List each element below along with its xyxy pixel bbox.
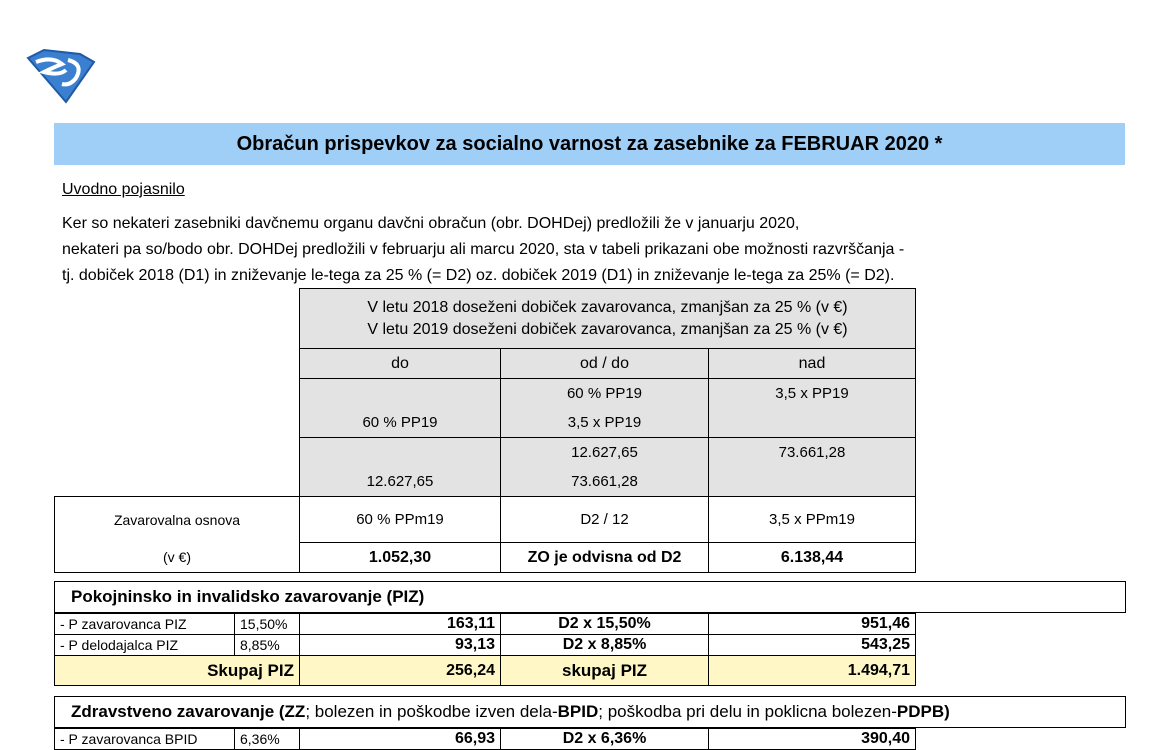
insurance-base-do-value: 1.052,30	[300, 543, 501, 573]
zz-heading-part: ; bolezen in poškodbe izven dela-	[305, 702, 558, 721]
piz-row-label: - P delodajalca PIZ	[55, 635, 235, 656]
zz-row-do: 66,93	[300, 729, 501, 750]
pp-od-do-1: 60 % PP19	[566, 385, 643, 402]
col-od-do: od / do	[501, 349, 709, 379]
piz-row-formula: D2 x 15,50%	[501, 614, 709, 635]
value-nad: 73.661,28	[709, 438, 916, 497]
insurance-base-od-do-value: ZO je odvisna od D2	[501, 543, 709, 573]
insurance-base-od-do: D2 / 12	[501, 497, 709, 543]
intro-line-1: Ker so nekateri zasebniki davčnemu organu davčni obračun (obr. DOHDej) predložili že v januarju 2020,	[62, 215, 800, 232]
zz-row-rate: 6,36%	[235, 729, 300, 750]
profit-bracket-table	[54, 288, 916, 573]
piz-row-label: - P zavarovanca PIZ	[55, 614, 235, 635]
insurance-base-do: 60 % PPm19	[300, 497, 501, 543]
intro-heading: Uvodno pojasnilo	[62, 181, 185, 198]
piz-row-rate: 8,85%	[235, 635, 300, 656]
zz-row-nad: 390,40	[709, 729, 916, 750]
intro-line-2: nekateri pa so/bodo obr. DOHDej predložili v februarju ali marcu 2020, sta v tabeli prikazani obe možnosti razvrščanja -	[62, 241, 905, 258]
zz-heading-part: ; poškodba pri delu in poklicna bolezen-	[598, 702, 897, 721]
col-do: do	[300, 349, 501, 379]
insurance-base-nad: 3,5 x PPm19	[709, 497, 916, 543]
header-2018: V letu 2018 doseženi dobiček zavarovanca, zmanjšan za 25 % (v €)	[367, 298, 848, 316]
zz-heading-part: )	[944, 702, 950, 721]
page-title: Obračun prispevkov za socialno varnost za zasebnike za FEBRUAR 2020 *	[54, 123, 1125, 165]
zz-heading-part: PDPB	[896, 702, 945, 721]
zz-heading	[54, 696, 1126, 728]
piz-row-rate: 15,50%	[235, 614, 300, 635]
zz-heading-part: BPID	[557, 702, 599, 721]
value-od-do-2: 73.661,28	[571, 473, 638, 490]
table-row	[55, 729, 916, 750]
zz-row-formula: D2 x 6,36%	[501, 729, 709, 750]
pp-do: 60 % PP19	[300, 379, 501, 438]
zz-heading-part: ZZ	[284, 702, 306, 721]
pp-nad: 3,5 x PP19	[709, 379, 916, 438]
insurance-base-nad-value: 6.138,44	[709, 543, 916, 573]
piz-row-do: 93,13	[300, 635, 501, 656]
piz-heading: Pokojninsko in invalidsko zavarovanje (PIZ)	[54, 581, 1126, 613]
pp-od-do-2: 3,5 x PP19	[567, 414, 642, 431]
piz-total-row	[55, 656, 916, 686]
zz-heading-part: Zdravstveno zavarovanje (	[71, 702, 285, 721]
sd-logo-icon	[22, 48, 96, 104]
value-do: 12.627,65	[300, 438, 501, 497]
col-nad: nad	[709, 349, 916, 379]
zz-row-label: - P zavarovanca BPID	[55, 729, 235, 750]
piz-total-formula: skupaj PIZ	[501, 656, 709, 686]
piz-row-do: 163,11	[300, 614, 501, 635]
piz-row-nad: 543,25	[709, 635, 916, 656]
header-2019: V letu 2019 doseženi dobiček zavarovanca, zmanjšan za 25 % (v €)	[367, 320, 848, 338]
table-row	[55, 614, 916, 635]
piz-row-nad: 951,46	[709, 614, 916, 635]
piz-row-formula: D2 x 8,85%	[501, 635, 709, 656]
zz-table	[54, 728, 916, 750]
piz-table	[54, 613, 916, 686]
table-row	[55, 635, 916, 656]
value-od-do-1: 12.627,65	[571, 444, 638, 461]
insurance-base-unit: (v €)	[55, 543, 300, 573]
intro-line-3: tj. dobiček 2018 (D1) in zniževanje le-tega za 25 % (= D2) oz. dobiček 2019 (D1) in zniževanje le-tega za 25% (= D2).	[62, 267, 895, 284]
piz-total-do: 256,24	[300, 656, 501, 686]
insurance-base-label: Zavarovalna osnova	[55, 497, 300, 543]
piz-total-nad: 1.494,71	[709, 656, 916, 686]
piz-total-label: Skupaj PIZ	[55, 656, 300, 686]
